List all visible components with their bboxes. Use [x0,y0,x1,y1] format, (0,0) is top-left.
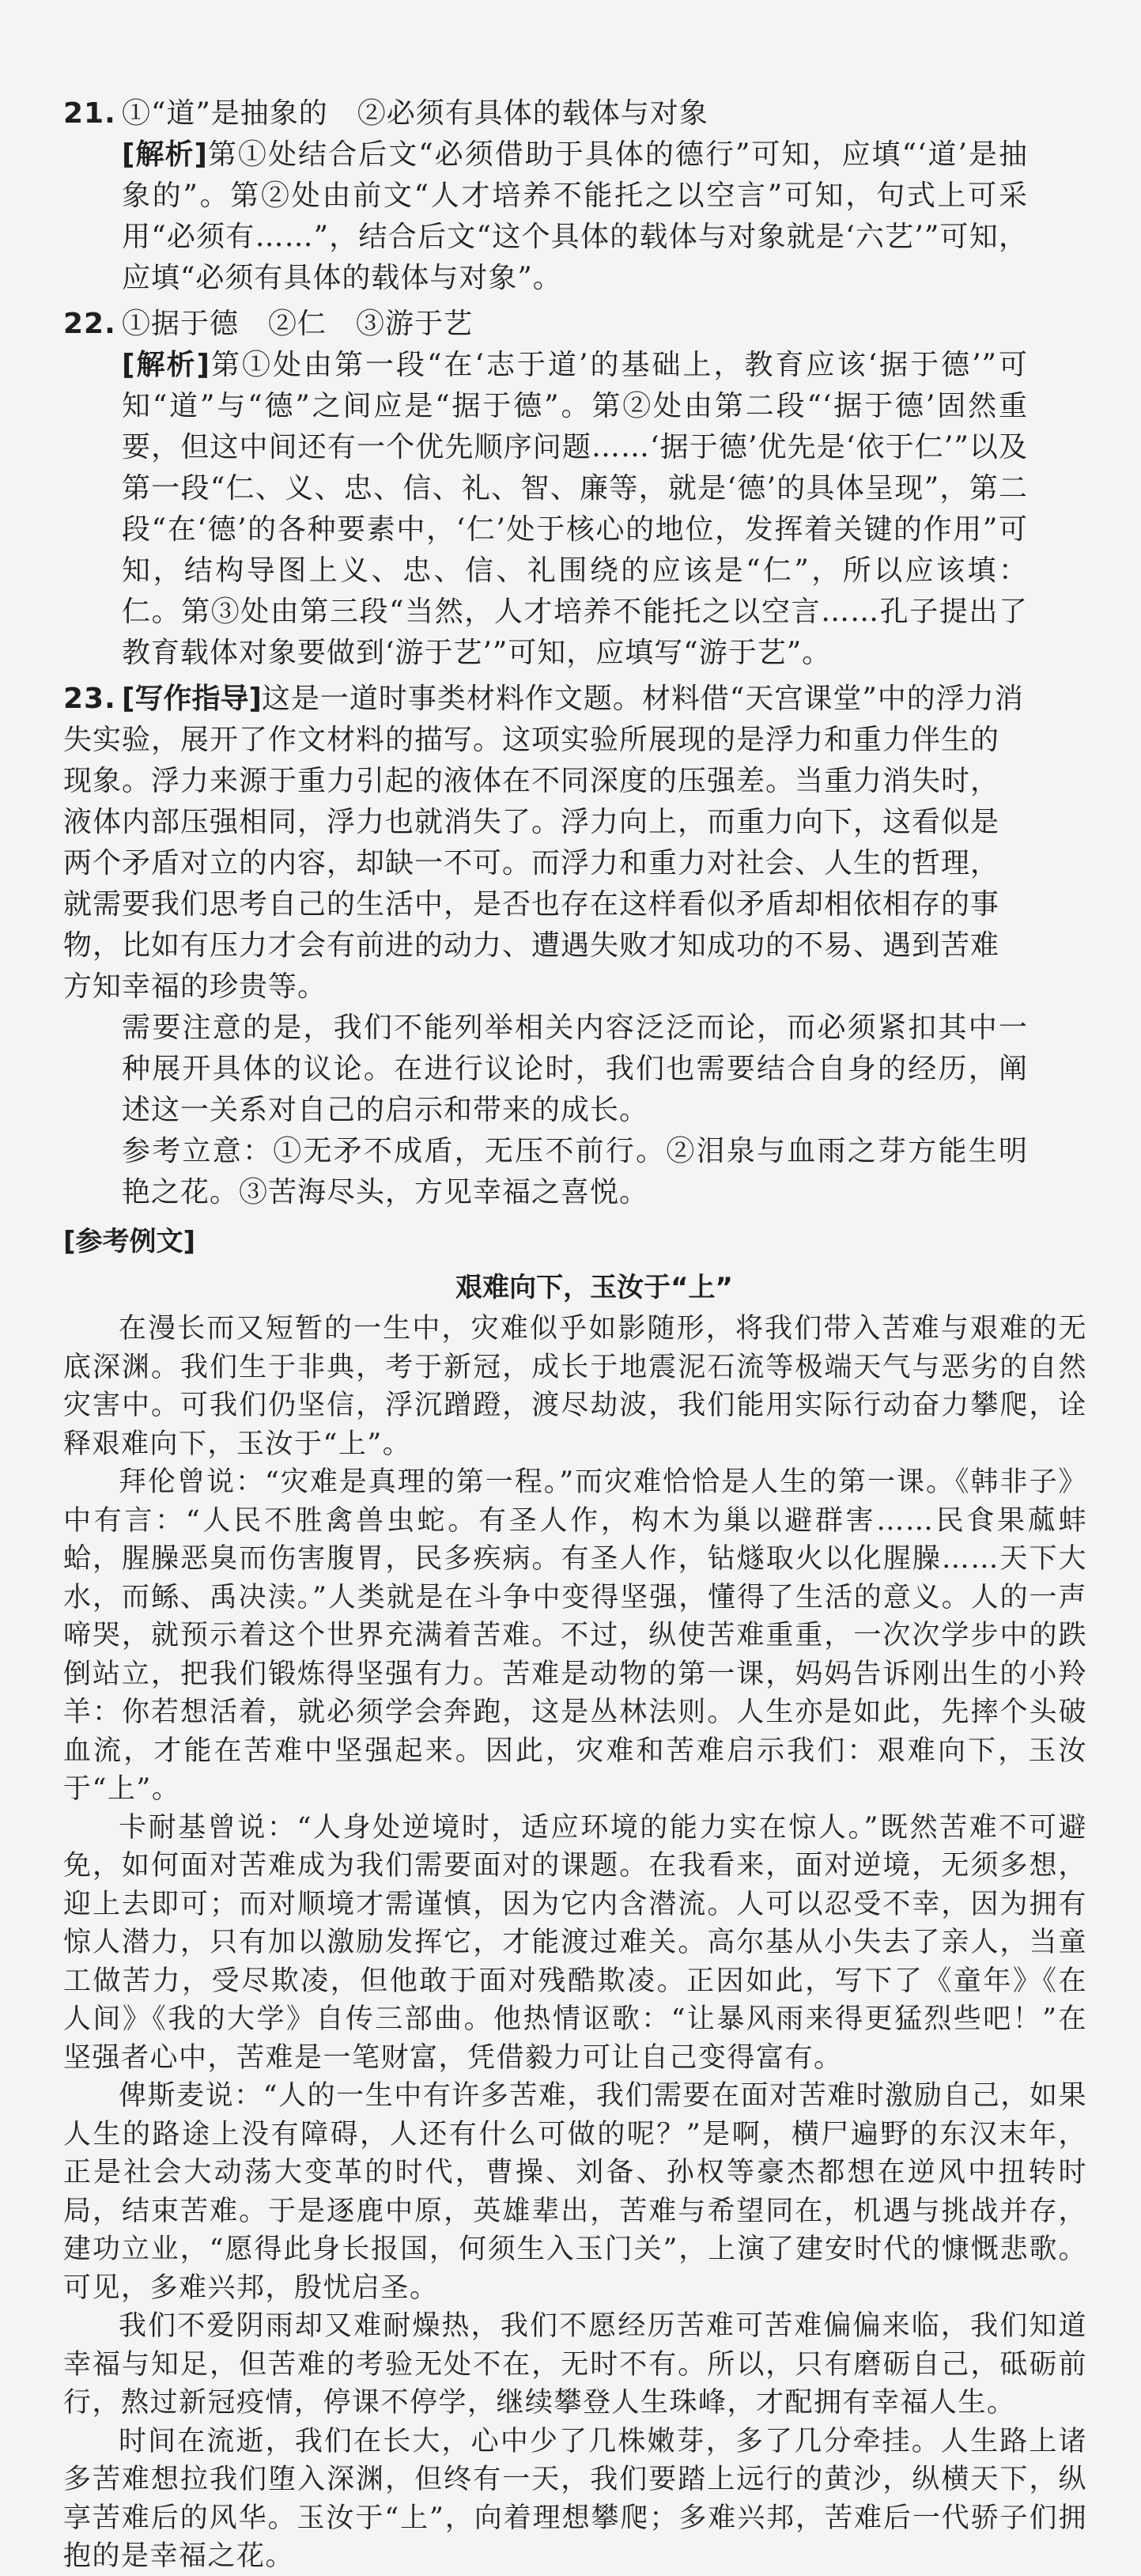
sample-essay-tag: [参考例文] [63,1226,196,1258]
analysis-tag: [解析] [122,138,207,171]
question-21-analysis [122,134,1028,299]
essay-paragraph: 卡耐基曾说：“人身处逆境时，适应环境的能力实在惊人。”既然苦难不可避免，如何面对苦难成为我们需要面对的课题。在我看来，面对逆境，无须多想，迎上去即可；而对顺境才需谨慎，因为它内含潜流。人可以忍受不幸，因为拥有惊人潜力，只有加以激励发挥它，才能渡过难关。高尔基从小失去了亲人，当童工做苦力，受尽欺凌，但他敢于面对残酷欺凌。正因如此，写下了《童年》《在人间》《我的大学》自传三部曲。他热情讴歌：“让暴风雨来得更猛烈些吧！”在坚强者心中，苦难是一笔财富，凭借毅力可让自己变得富有。 [63,1811,1087,2074]
question-number: 23. [63,683,116,715]
essay-body [63,1310,1087,2576]
essay-paragraph: 时间在流逝，我们在长大，心中少了几株嫩芽，多了几分牵挂。人生路上诸多苦难想拉我们堕入深渊，但终有一天，我们要踏上远行的黄沙，纵横天下，纵享苦难后的风华。玉汝于“上”，向着理想攀爬；多难兴邦，苦难后一代骄子们拥抱的是幸福之花。 [63,2425,1087,2572]
question-number: 21. [63,97,116,130]
question-23-guide-line [63,679,1028,1008]
analysis-text: 第①处由第一段“在‘志于道’的基础上，教育应该‘据于德’”可知“道”与“德”之间应是“据于德”。第②处由第二段“‘据于德’固然重要，但这中间还有一个优先顺序问题……‘据于德’优先是‘依于仁’”以及第一段“仁、义、忠、信、礼、智、廉等，就是‘德’的具体呈现”，第二段“在‘德’的各种要素中，‘仁’处于核心的地位，发挥着关键的作用”可知，结构导图上义、忠、信、礼围绕的应该是“仁”，所以应该填：仁。第③处由第三段“当然，人才培养不能托之以空言……孔子提出了教育载体对象要做到‘游于艺’”可知，应填写“游于艺”。 [122,349,1028,669]
essay-paragraph: 俾斯麦说：“人的一生中有许多苦难，我们需要在面对苦难时激励自己，如果人生的路途上没有障碍，人还有什么可做的呢？”是啊，横尸遍野的东汉末年，正是社会大动荡大变革的时代，曹操、刘备、孙权等豪杰都想在逆风中扭转时局，结束苦难。于是逐鹿中原，英雄辈出，苦难与希望同在，机遇与挑战并存，建功立业，“愿得此身长报国，何须生入玉门关”，上演了建安时代的慷慨悲歌。可见，多难兴邦，殷忧启圣。 [63,2080,1087,2304]
essay-title: 艰难向下，玉汝于“上” [455,1272,733,1303]
writing-note: 需要注意的是，我们不能列举相关内容泛泛而论，而必须紧扣其中一种展开具体的议论。在进行议论时，我们也需要结合自身的经历，阐述这一关系对自己的启示和带来的成长。 [122,1012,1028,1126]
essay-paragraph: 我们不爱阴雨却又难耐燥热，我们不愿经历苦难可苦难偏偏来临，我们知道幸福与知足，但苦难的考验无处不在，无时不有。所以，只有磨砺自己，砥砺前行，熬过新冠疫情，停课不停学，继续攀登人生珠峰，才配拥有幸福人生。 [63,2310,1087,2419]
question-22-answer-line [63,304,1028,345]
question-21-answer-line [63,93,1028,134]
question-number: 22. [63,308,116,340]
essay-paragraph: 拜伦曾说：“灾难是真理的第一程。”而灾难恰恰是人生的第一课。《韩非子》中有言：“人民不胜禽兽虫蛇。有圣人作，构木为巢以避群害……民食果蓏蚌蛤，腥臊恶臭而伤害腹胃，民多疾病。有圣人作，钻燧取火以化腥臊……天下大水，而鲧、禹决渎。”人类就是在斗争中变得坚强，懂得了生活的意义。人的一声啼哭，就预示着这个世界充满着苦难。不过，纵使苦难重重，一次次学步中的跌倒站立，把我们锻炼得坚强有力。苦难是动物的第一课，妈妈告诉刚出生的小羚羊：你若想活着，就必须学会奔跑，这是丛林法则。人生亦是如此，先摔个头破血流，才能在苦难中坚强起来。因此，灾难和苦难启示我们：艰难向下，玉汝于“上”。 [63,1466,1087,1805]
writing-guide-tag: [写作指导] [122,683,262,715]
analysis-text: 第①处结合后文“必须借助于具体的德行”可知，应填“‘道’是抽象的”。第②处由前文“人才培养不能托之以空言”可知，句式上可采用“必须有……”，结合后文“这个具体的载体与对象就是‘六艺’”可知，应填“必须有具体的载体与对象”。 [122,138,1028,294]
essay-paragraph: 在漫长而又短暂的一生中，灾难似乎如影随形，将我们带入苦难与艰难的无底深渊。我们生于非典，考于新冠，成长于地震泥石流等极端天气与恶劣的自然灾害中。可我们仍坚信，浮沉蹭蹬，渡尽劫波，我们能用实际行动奋力攀爬，诠释艰难向下，玉汝于“上”。 [63,1313,1087,1460]
question-22-analysis [122,345,1028,674]
question-answer: ①据于德 ②仁 ③游于艺 [122,308,474,340]
question-23 [63,679,1028,1213]
question-answer: ①“道”是抽象的 ②必须有具体的载体与对象 [122,97,708,130]
reference-themes: 参考立意：①无矛不成盾，无压不前行。②泪泉与血雨之芽方能生明艳之花。③苦海尽头，方见幸福之喜悦。 [122,1135,1028,1209]
question-22 [63,304,1028,674]
question-21 [63,93,1028,299]
question-23-notes [122,1008,1028,1213]
writing-guide-text: 这是一道时事类材料作文题。材料借“天宫课堂”中的浮力消失实验，展开了作文材料的描写。这项实验所展现的是浮力和重力伴生的现象。浮力来源于重力引起的液体在不同深度的压强差。当重力消失时，液体内部压强相同，浮力也就消失了。浮力向上，而重力向下，这看似是两个矛盾对立的内容，却缺一不可。而浮力和重力对社会、人生的哲理，就需要我们思考自己的生活中，是否也存在这样看似矛盾却相依相存的事物，比如有压力才会有前进的动力、遭遇失败才知成功的不易、遇到苦难方知幸福的珍贵等。 [63,683,1024,1003]
analysis-tag: [解析] [122,349,210,381]
